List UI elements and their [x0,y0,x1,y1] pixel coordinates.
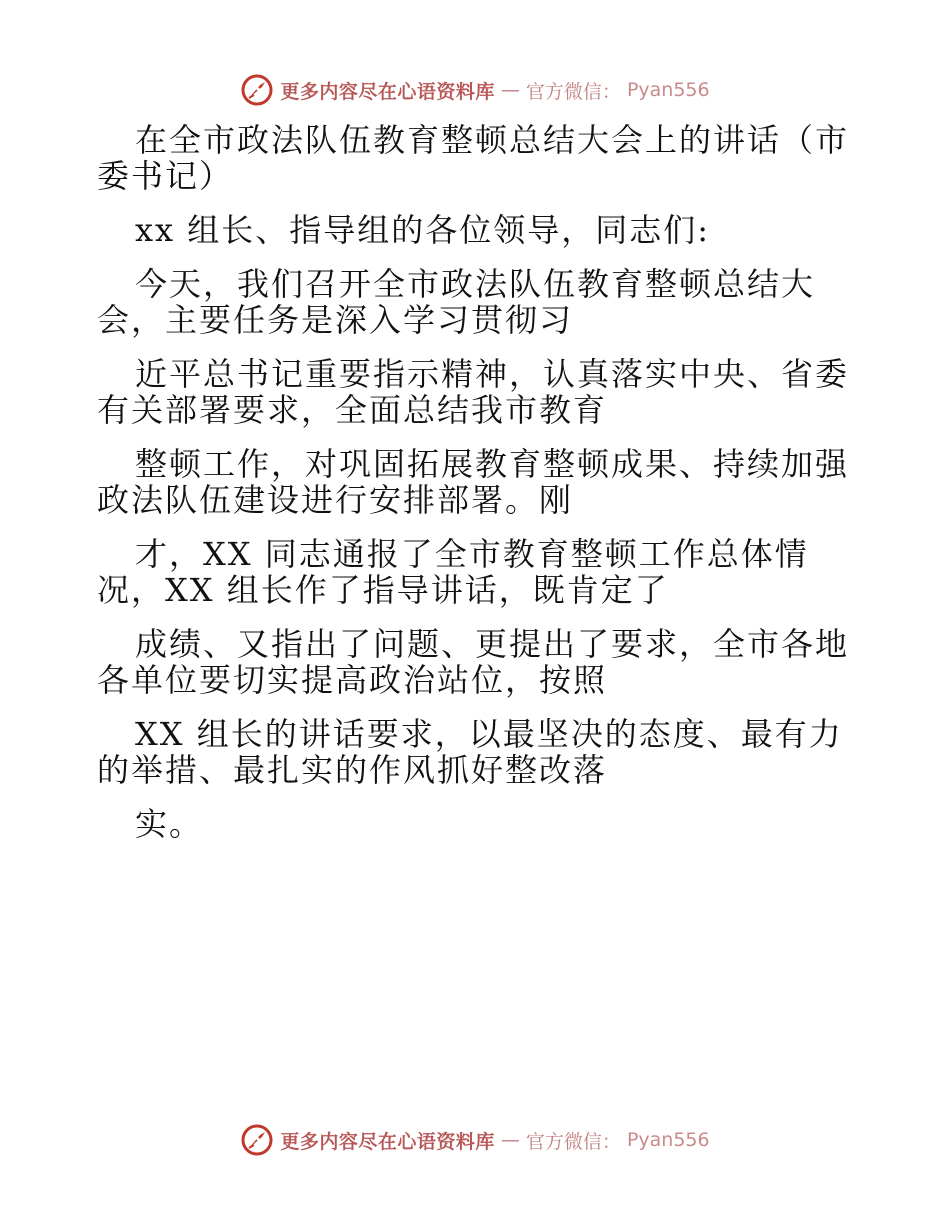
paragraph-line: 才，XX 同志通报了全市教育整顿工作总体情 [135,535,809,573]
banner-text: 更多内容尽在心语资料库 [280,80,495,103]
paragraph-line: 近平总书记重要指示精神，认真落实中央、省委 [135,355,850,393]
banner-wechat-label: 官方微信： [525,1130,621,1153]
paragraph-line: XX 组长的讲话要求，以最坚决的态度、最有力 [135,715,843,753]
pen-nib-logo-icon [240,73,274,107]
footer-banner [0,1120,950,1160]
banner-wechat-id: Pyan556 [626,79,710,101]
banner-wechat-label: 官方微信： [525,80,621,103]
paragraph-line: 成绩、又指出了问题、更提出了要求，全市各地 [135,625,850,663]
paragraph-line: 有关部署要求，全面总结我市教育 [97,391,608,429]
paragraph-line: 实。 [135,805,204,843]
banner-wechat-id: Pyan556 [626,1129,710,1151]
banner-text: 更多内容尽在心语资料库 [280,1130,495,1153]
paragraph-line: 政法队伍建设进行安排部署。刚 [97,481,574,519]
header-banner [0,70,950,110]
paragraph-line: 的举措、最扎实的作风抓好整改落 [97,751,608,789]
paragraph-line: 整顿工作，对巩固拓展教育整顿成果、持续加强 [135,445,850,483]
banner-separator: — [500,1129,520,1151]
paragraph-line: 会，主要任务是深入学习贯彻习 [97,301,574,339]
paragraph-line: 况，XX 组长作了指导讲话，既肯定了 [97,571,669,609]
document-body [97,122,857,842]
title-line-2: 委书记） [97,157,234,195]
banner-separator: — [500,79,520,101]
title-line-1: 在全市政法队伍教育整顿总结大会上的讲话（市 [135,121,850,159]
paragraph-line: 各单位要切实提高政治站位，按照 [97,661,608,699]
pen-nib-logo-icon [240,1123,274,1157]
paragraph-line: 今天，我们召开全市政法队伍教育整顿总结大 [135,265,816,303]
salutation: xx 组长、指导组的各位领导，同志们: [135,211,711,249]
